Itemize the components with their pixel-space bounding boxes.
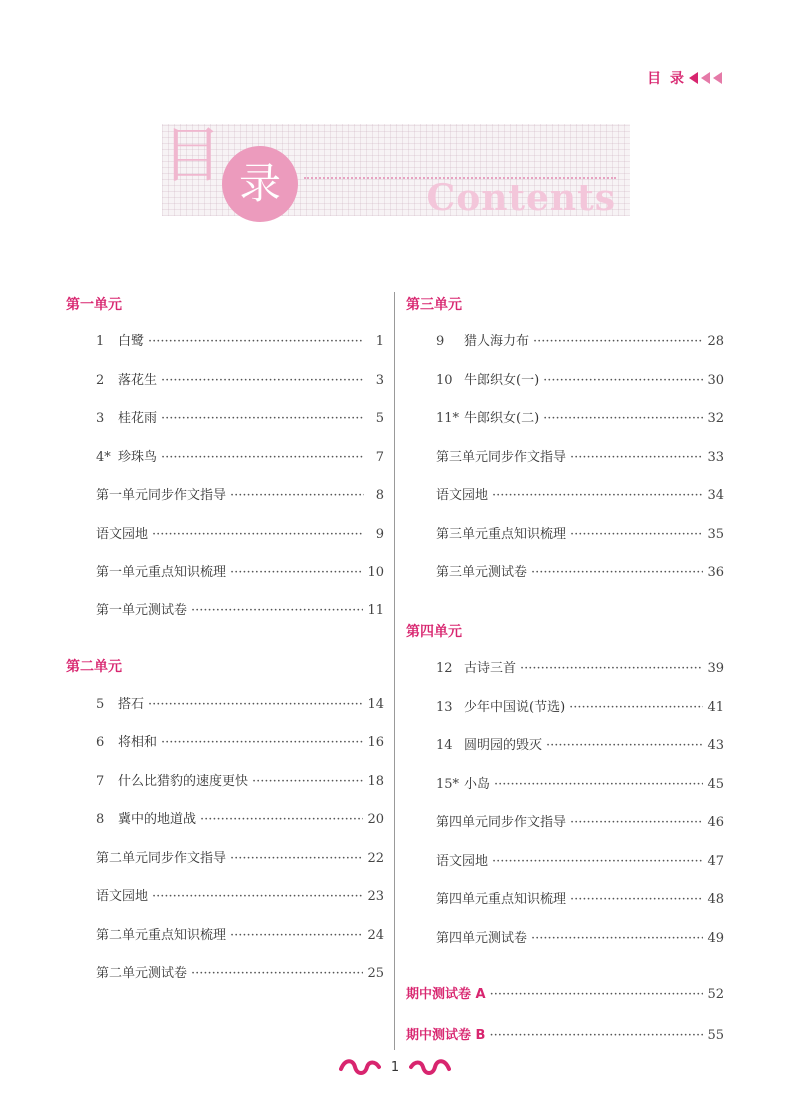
entry-page: 7 <box>375 450 384 465</box>
dot-leader <box>161 734 363 752</box>
entry-title: 冀中的地道战 <box>118 812 197 827</box>
triangle-left-icon <box>689 72 698 84</box>
dot-leader <box>161 410 364 428</box>
entry-title: 猎人海力布 <box>464 334 530 349</box>
entry-title: 少年中国说(节选) <box>464 700 566 715</box>
dot-leader <box>200 811 363 829</box>
dot-leader <box>533 333 703 351</box>
entry-number: 4* <box>96 450 111 465</box>
unit-4-title: 第四单元 <box>406 624 462 640</box>
entry-page: 8 <box>375 488 384 503</box>
entry-page: 11 <box>367 603 384 618</box>
entry-page: 1 <box>375 334 384 349</box>
dot-leader <box>520 660 703 678</box>
dot-leader <box>570 891 703 909</box>
dot-leader <box>230 487 364 505</box>
entry-title: 珍珠鸟 <box>118 450 158 465</box>
dot-leader <box>531 930 703 948</box>
toc-entry[interactable] <box>96 773 384 791</box>
entry-number: 8 <box>96 812 105 827</box>
entry-title: 第一单元测试卷 <box>96 603 188 618</box>
entry-number: 12 <box>436 661 453 676</box>
triangle-left-icon <box>713 72 722 84</box>
entry-page: 30 <box>707 373 724 388</box>
entry-title: 第四单元测试卷 <box>436 931 528 946</box>
entry-page: 35 <box>707 527 724 542</box>
entry-page: 49 <box>707 931 724 946</box>
dot-leader <box>489 1027 703 1045</box>
toc-entry[interactable] <box>96 372 384 390</box>
entry-page: 20 <box>367 812 384 827</box>
dot-leader <box>531 564 703 582</box>
dot-leader <box>494 776 703 794</box>
entry-title: 古诗三首 <box>464 661 517 676</box>
entry-title: 第二单元测试卷 <box>96 966 188 981</box>
banner-circle-char: 录 <box>238 159 281 208</box>
entry-page: 52 <box>707 987 724 1002</box>
toc-entry[interactable] <box>436 410 724 428</box>
toc-entry[interactable] <box>436 487 724 505</box>
entry-number: 10 <box>436 373 453 388</box>
entry-title: 什么比猎豹的速度更快 <box>118 774 249 789</box>
toc-entry[interactable] <box>96 526 384 544</box>
dot-leader <box>161 372 364 390</box>
banner-contents-word: Contents <box>426 177 616 219</box>
dot-leader <box>191 602 363 620</box>
toc-entry[interactable] <box>96 449 384 467</box>
unit-1-title: 第一单元 <box>66 297 122 313</box>
entry-number: 14 <box>436 738 453 753</box>
banner-circle <box>222 146 298 222</box>
entry-number: 6 <box>96 735 105 750</box>
entry-page: 41 <box>707 700 724 715</box>
dot-leader <box>230 927 363 945</box>
column-divider <box>394 292 395 1050</box>
entry-number: 5 <box>96 697 105 712</box>
dot-leader <box>152 526 364 544</box>
triangle-left-icon <box>701 72 710 84</box>
entry-page: 32 <box>707 411 724 426</box>
entry-page: 14 <box>367 697 384 712</box>
entry-number: 13 <box>436 700 453 715</box>
toc-entry-midterm-b[interactable] <box>406 1027 724 1045</box>
toc-entry[interactable] <box>96 734 384 752</box>
toc-entry[interactable] <box>96 811 384 829</box>
entry-page: 16 <box>367 735 384 750</box>
entry-page: 43 <box>707 738 724 753</box>
dot-leader <box>152 888 363 906</box>
toc-entry[interactable] <box>436 526 724 544</box>
entry-title: 第三单元重点知识梳理 <box>436 527 567 542</box>
dot-leader <box>230 850 363 868</box>
toc-entry[interactable] <box>96 850 384 868</box>
toc-entry[interactable] <box>96 602 384 620</box>
entry-page: 22 <box>367 851 384 866</box>
toc-entry[interactable] <box>436 737 724 755</box>
entry-page: 36 <box>707 565 724 580</box>
toc-entry[interactable] <box>436 814 724 832</box>
dot-leader <box>191 965 363 983</box>
entry-title: 第四单元重点知识梳理 <box>436 892 567 907</box>
entry-page: 47 <box>707 854 724 869</box>
dot-leader <box>570 814 703 832</box>
dot-leader <box>252 773 363 791</box>
toc-entry[interactable] <box>96 696 384 714</box>
entry-title: 白鹭 <box>118 334 145 349</box>
toc-entry-midterm-a[interactable] <box>406 986 724 1004</box>
entry-title: 牛郎织女(一) <box>464 373 540 388</box>
entry-title: 第二单元重点知识梳理 <box>96 928 227 943</box>
toc-entry[interactable] <box>436 930 724 948</box>
toc-entry[interactable] <box>96 487 384 505</box>
entry-title: 第三单元测试卷 <box>436 565 528 580</box>
entry-number: 1 <box>96 334 105 349</box>
entry-page: 10 <box>367 565 384 580</box>
toc-entry[interactable] <box>436 699 724 717</box>
dot-leader <box>492 487 703 505</box>
entry-page: 9 <box>375 527 384 542</box>
page-footer <box>0 1055 790 1079</box>
entry-number: 3 <box>96 411 105 426</box>
toc-entry[interactable] <box>96 965 384 983</box>
entry-title: 语文园地 <box>96 889 149 904</box>
entry-title: 期中测试卷 A <box>406 987 486 1002</box>
swirl-ornament-left-icon <box>339 1057 381 1077</box>
toc-entry[interactable] <box>96 333 384 351</box>
entry-page: 48 <box>707 892 724 907</box>
entry-title: 第四单元同步作文指导 <box>436 815 567 830</box>
toc-entry[interactable] <box>436 372 724 390</box>
entry-title: 第一单元重点知识梳理 <box>96 565 227 580</box>
banner-big-char: 目 <box>162 121 222 191</box>
toc-entry[interactable] <box>96 927 384 945</box>
toc-entry[interactable] <box>436 891 724 909</box>
dot-leader <box>492 853 703 871</box>
toc-entry[interactable] <box>436 660 724 678</box>
entry-page: 46 <box>707 815 724 830</box>
dot-leader <box>543 372 703 390</box>
toc-header-label <box>647 68 722 88</box>
dot-leader <box>546 737 703 755</box>
toc-entry[interactable] <box>96 564 384 582</box>
toc-entry[interactable] <box>436 853 724 871</box>
toc-entry[interactable] <box>436 333 724 351</box>
entry-page: 24 <box>367 928 384 943</box>
entry-page: 45 <box>707 777 724 792</box>
page-number: 1 <box>390 1059 400 1075</box>
dot-leader <box>490 986 704 1004</box>
unit-3-title: 第三单元 <box>406 297 462 313</box>
dot-leader <box>570 449 703 467</box>
dot-leader <box>570 526 703 544</box>
entry-title: 第三单元同步作文指导 <box>436 450 567 465</box>
entry-page: 55 <box>707 1028 724 1043</box>
entry-number: 2 <box>96 373 105 388</box>
entry-title: 第二单元同步作文指导 <box>96 851 227 866</box>
toc-entry[interactable] <box>436 776 724 794</box>
entry-title: 语文园地 <box>96 527 149 542</box>
entry-page: 25 <box>367 966 384 981</box>
entry-page: 3 <box>375 373 384 388</box>
toc-entry[interactable] <box>436 449 724 467</box>
contents-banner <box>162 121 630 219</box>
entry-number: 9 <box>436 334 445 349</box>
entry-page: 33 <box>707 450 724 465</box>
entry-title: 小岛 <box>464 777 491 792</box>
toc-entry[interactable] <box>96 410 384 428</box>
entry-title: 桂花雨 <box>118 411 158 426</box>
dot-leader <box>230 564 363 582</box>
entry-page: 18 <box>367 774 384 789</box>
entry-page: 28 <box>707 334 724 349</box>
entry-title: 语文园地 <box>436 488 489 503</box>
header-title: 目 录 <box>647 71 686 87</box>
dot-leader <box>569 699 703 717</box>
entry-title: 将相和 <box>118 735 158 750</box>
toc-entry[interactable] <box>96 888 384 906</box>
entry-title: 期中测试卷 B <box>406 1028 486 1043</box>
entry-title: 牛郎织女(二) <box>464 411 540 426</box>
entry-title: 语文园地 <box>436 854 489 869</box>
entry-number: 11* <box>436 411 460 426</box>
toc-entry[interactable] <box>436 564 724 582</box>
dot-leader <box>161 449 364 467</box>
dot-leader <box>148 333 364 351</box>
entry-number: 15* <box>436 777 460 792</box>
entry-page: 23 <box>367 889 384 904</box>
entry-page: 39 <box>707 661 724 676</box>
dot-leader <box>148 696 363 714</box>
unit-2-title: 第二单元 <box>66 659 122 675</box>
entry-title: 搭石 <box>118 697 145 712</box>
swirl-ornament-right-icon <box>409 1057 451 1077</box>
entry-title: 第一单元同步作文指导 <box>96 488 227 503</box>
entry-page: 5 <box>375 411 384 426</box>
entry-page: 34 <box>707 488 724 503</box>
entry-title: 圆明园的毁灭 <box>464 738 543 753</box>
entry-number: 7 <box>96 774 105 789</box>
entry-title: 落花生 <box>118 373 158 388</box>
dot-leader <box>543 410 703 428</box>
